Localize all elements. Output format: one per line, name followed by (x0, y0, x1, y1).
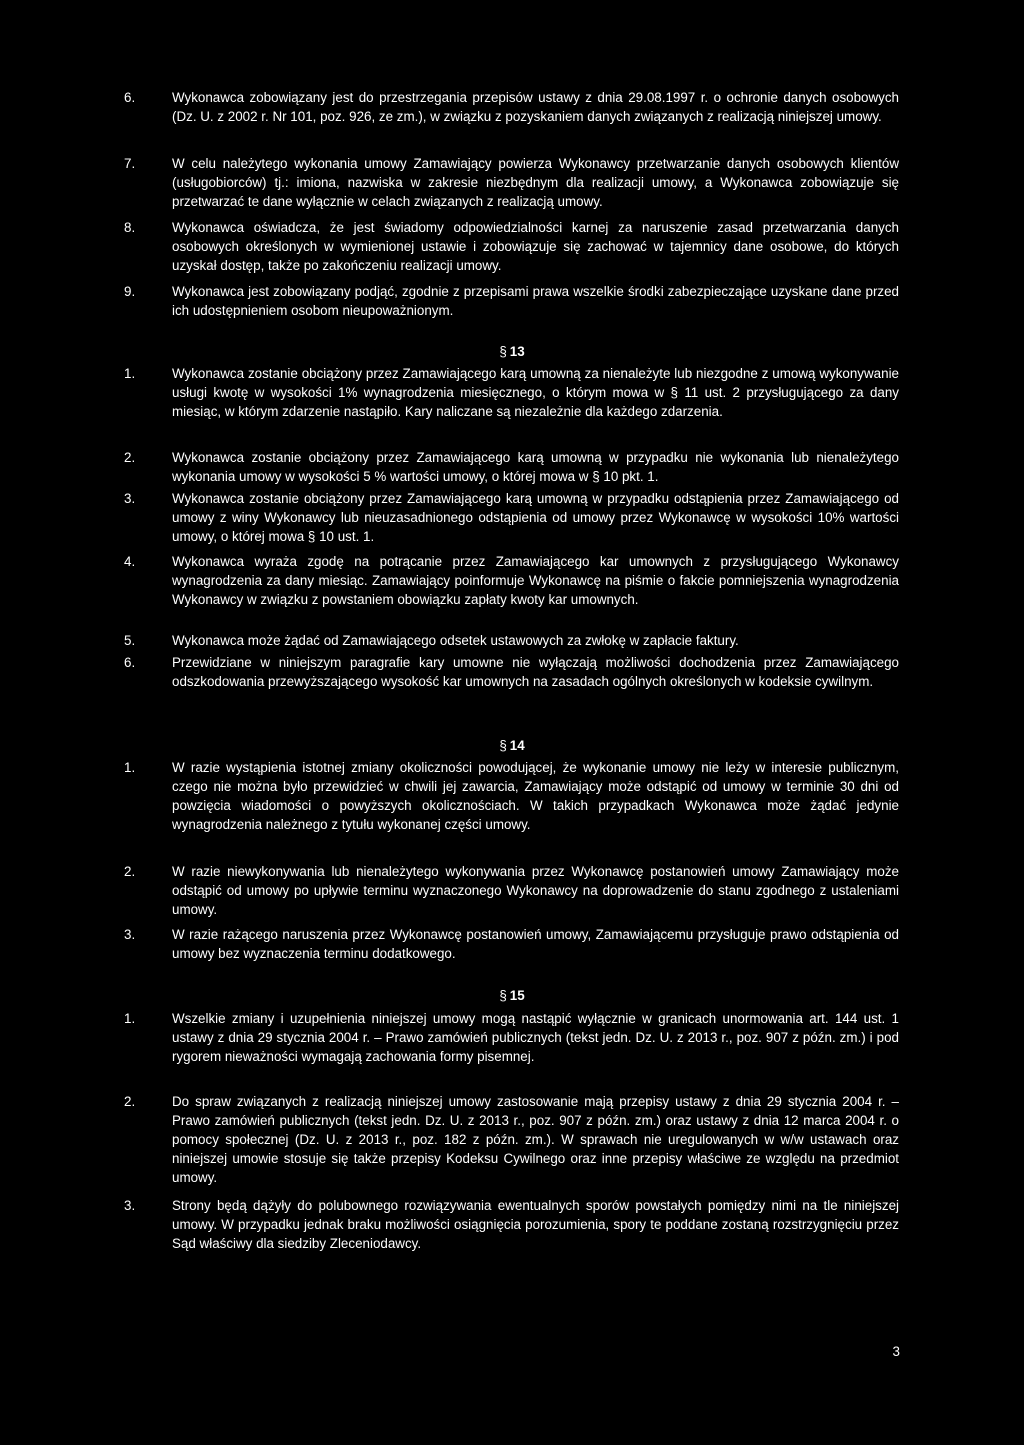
section-number: 14 (509, 738, 525, 753)
section-number: 13 (509, 344, 525, 359)
item-number: 2. (124, 450, 136, 465)
item-text: Do spraw związanych z realizacją niniejszej umowy zastosowanie mają przepisy ustawy z dnia 29 stycznia 2004 r. – Prawo zamówień publicznych (tekst jedn. Dz. U. z 2013 r., poz. 907 z późn. zm.) oraz ustawy z dnia 12 marca 2004 r. o pomocy społecznej (Dz. U. z 2013 r., poz. 182 z późn. zm.). W sprawach nie uregulowanych w w/w ustawach oraz niniejszej umowie stosuje się także przepisy Kodeksu Cywilnego oraz inne przepisy właściwe ze względu na przedmiot umowy. (172, 1094, 899, 1185)
section-symbol: § (499, 344, 507, 359)
item-text: Wykonawca zostanie obciążony przez Zamawiającego karą umowną w przypadku nie wykonania lub nienależytego wykonania umowy w wysokości 5 % wartości umowy, o której mowa w § 10 pkt. 1. (172, 450, 899, 484)
item-number: 3. (124, 1198, 136, 1213)
item-text: Strony będą dążyły do polubownego rozwiązywania ewentualnych sporów powstałych pomiędzy nimi na tle niniejszej umowy. W przypadku jednak braku możliwości osiągnięcia porozumienia, spory te poddane zostaną rozstrzygnięciu przez Sąd właściwy dla siedziby Zleceniodawcy. (172, 1198, 899, 1251)
item-text: Wykonawca zostanie obciążony przez Zamawiającego karą umowną za nienależyte lub niezgodne z umową wykonywanie usługi kwotę w wysokości 1% wynagrodzenia miesięcznego, o którym mowa w § 11 ust. 2 przysługującego za dany miesiąc, w którym zdarzenie nastąpiło. Kary naliczane są niezależnie dla każdego zdarzenia. (172, 366, 899, 419)
item-text: Wykonawca zobowiązany jest do przestrzegania przepisów ustawy z dnia 29.08.1997 r. o ochronie danych osobowych (Dz. U. z 2002 r. Nr 101, poz. 926, ze zm.), w związku z pozyskaniem danych związanych z realizacją niniejszej umowy. (172, 90, 899, 124)
item-number: 2. (124, 864, 136, 879)
item-text: W razie niewykonywania lub nienależytego wykonywania przez Wykonawcę postanowień umowy Zamawiający może odstąpić od umowy po upływie terminu wyznaczonego Wykonawcy na doprowadzenie do stanu zgodnego z ustaleniami umowy. (172, 864, 899, 917)
item-number: 3. (124, 491, 136, 506)
item-number: 1. (124, 366, 136, 381)
item-number: 6. (124, 90, 136, 105)
item-text: Wszelkie zmiany i uzupełnienia niniejszej umowy mogą nastąpić wyłącznie w granicach unormowania art. 144 ust. 1 ustawy z dnia 29 stycznia 2004 r. – Prawo zamówień publicznych (tekst jedn. Dz. U. z 2013 r., poz. 907 z późn. zm.) i pod rygorem nieważności wymagają zachowania formy pisemnej. (172, 1011, 899, 1064)
item-text: Przewidziane w niniejszym paragrafie kary umowne nie wyłączają możliwości dochodzenia przez Zamawiającego odszkodowania przewyższającego wysokość kar umownych na zasadach ogólnych określonych w kodeksie cywilnym. (172, 655, 899, 689)
item-text: Wykonawca może żądać od Zamawiającego odsetek ustawowych za zwłokę w zapłacie faktury. (172, 633, 739, 648)
item-number: 9. (124, 284, 136, 299)
item-text: W celu należytego wykonania umowy Zamawiający powierza Wykonawcy przetwarzanie danych osobowych klientów (usługobiorców) tj.: imiona, nazwiska w zakresie niezbędnym dla realizacji umowy, a Wykonawca zobowiązuje się przetwarzać te dane wyłącznie w celach związanych z realizacją umowy. (172, 156, 899, 209)
page-number: 3 (892, 1344, 900, 1359)
item-text: Wykonawca wyraża zgodę na potrącanie przez Zamawiającego kar umownych z przysługującego Wykonawcy wynagrodzenia za dany miesiąc. Zamawiający poinformuje Wykonawcę na piśmie o fakcie pomniejszenia wynagrodzenia Wykonawcy w związku z powstaniem obowiązku zapłaty kwoty kar umownych. (172, 554, 899, 607)
item-number: 1. (124, 1011, 136, 1026)
section-symbol: § (499, 738, 507, 753)
item-text: Wykonawca jest zobowiązany podjąć, zgodnie z przepisami prawa wszelkie środki zabezpieczające uzyskane dane przed ich udostępnieniem osobom nieupoważnionym. (172, 284, 899, 318)
section-symbol: § (499, 988, 507, 1003)
item-number: 7. (124, 156, 136, 171)
item-number: 5. (124, 633, 136, 648)
section-number: 15 (509, 988, 525, 1003)
section-heading (0, 986, 1024, 1005)
item-text: W razie wystąpienia istotnej zmiany okoliczności powodującej, że wykonanie umowy nie leży w interesie publicznym, czego nie można było przewidzieć w chwili jej zawarcia, Zamawiający może odstąpić od umowy w terminie 30 dni od powzięcia wiadomości o powyższych okolicznościach. W takich przypadkach Wykonawca może żądać jedynie wynagrodzenia należnego z tytułu wykonanej części umowy. (172, 760, 899, 832)
section-heading (0, 342, 1024, 361)
item-number: 4. (124, 554, 136, 569)
section-heading (0, 736, 1024, 755)
item-text: Wykonawca zostanie obciążony przez Zamawiającego karą umowną w przypadku odstąpienia przez Zamawiającego od umowy z winy Wykonawcy lub nieuzasadnionego odstąpienia od umowy przez Wykonawcę w wysokości 10% wartości umowy, o której mowa § 10 ust. 1. (172, 491, 899, 544)
item-number: 3. (124, 927, 136, 942)
item-number: 8. (124, 220, 136, 235)
item-number: 2. (124, 1094, 136, 1109)
item-number: 1. (124, 760, 136, 775)
item-text: W razie rażącego naruszenia przez Wykonawcę postanowień umowy, Zamawiającemu przysługuje prawo odstąpienia od umowy bez wyznaczenia terminu dodatkowego. (172, 927, 899, 961)
item-number: 6. (124, 655, 136, 670)
item-text: Wykonawca oświadcza, że jest świadomy odpowiedzialności karnej za naruszenie zasad przetwarzania danych osobowych określonych w wymienionej ustawie i zobowiązuje się zachować w tajemnicy dane osobowe, do których uzyskał dostęp, także po zakończeniu realizacji umowy. (172, 220, 899, 273)
